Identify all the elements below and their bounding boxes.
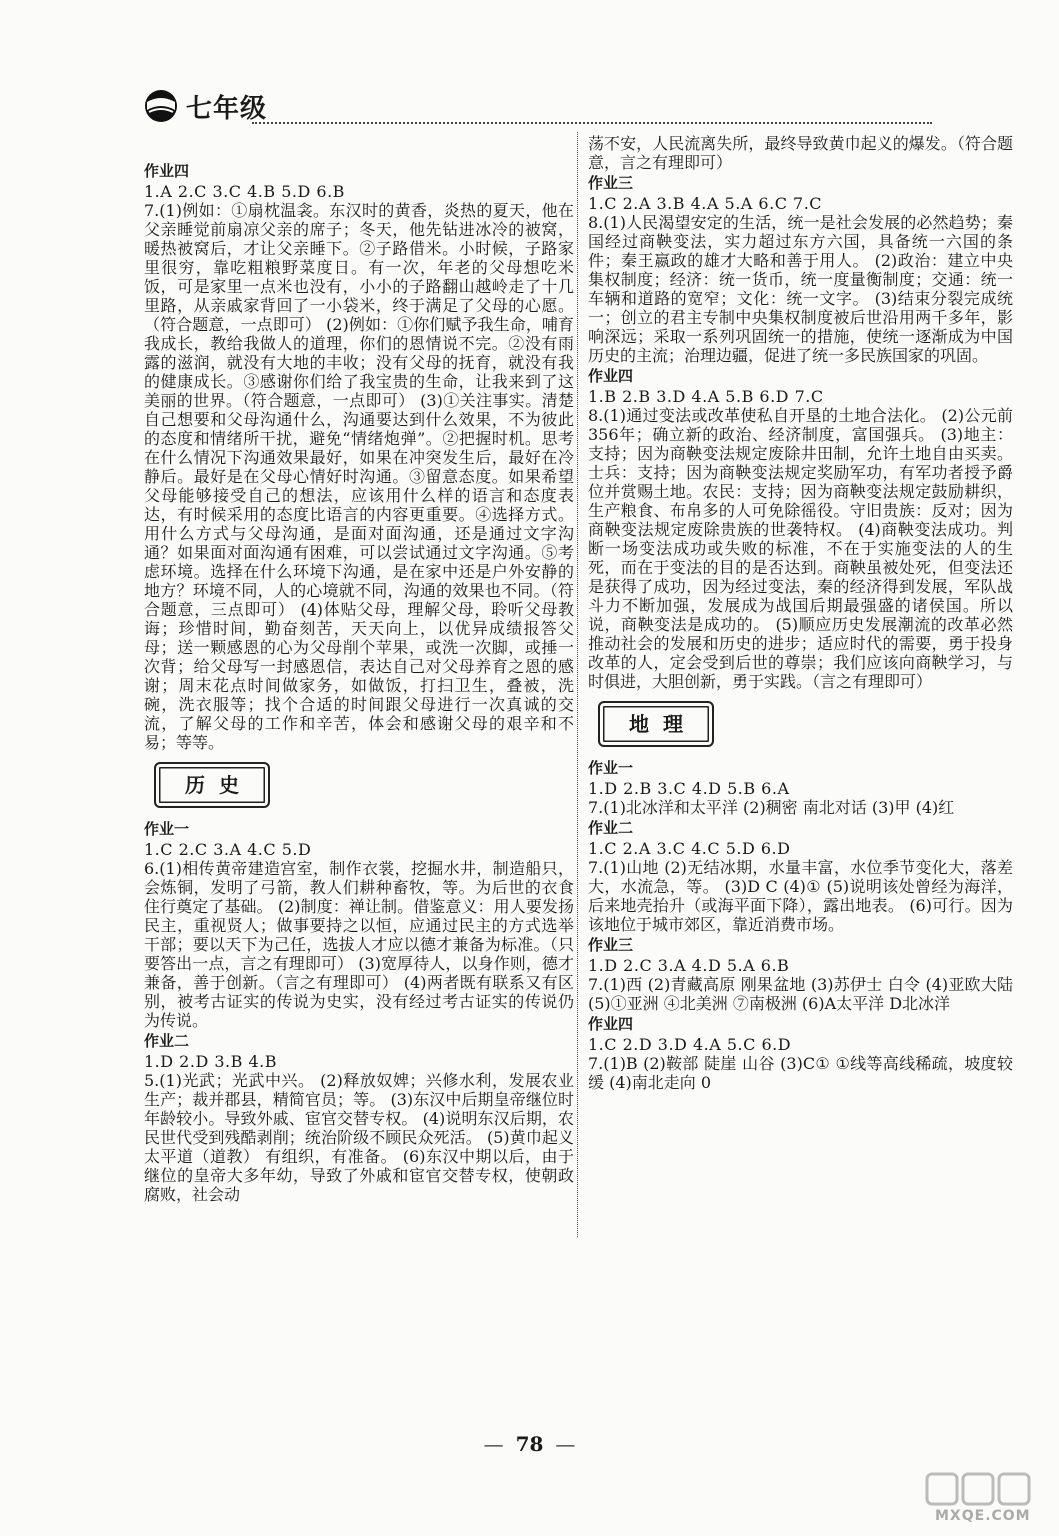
history-homework-2-title: 作业二 <box>144 1032 190 1050</box>
homework-4-title: 作业四 <box>144 162 190 180</box>
page-dash-right: — <box>555 1432 576 1456</box>
page-number-value: 78 <box>515 1432 544 1456</box>
homework-4-answer: 7.(1)例如：①扇枕温衾。东汉时的黄香，炎热的夏天，他在父亲睡觉前扇凉父亲的席子；冬天，他先钻进冰冷的被窝，暖热被窝后，才让父亲睡下。②子路借米。小时候，子路家里很穷，靠吃粗粮野菜度日。有一次，年老的父母想吃米饭，可是家里一点米也没有，小小的子路翻山越岭走了十几里路，从亲戚家背回了一小袋米，终于满足了父母的心愿。（符合题意，一点即可） (2)例如：①你们赋予我生命，哺育我成长，教给我做人的道理，你们的恩情说不完。②没有雨露的滋润，就没有大地的丰收；没有父母的抚育，就没有我的健康成长。③感谢你们给了我宝贵的生命，让我来到了这美丽的世界。（符合题意，一点即可） (3)①关注事实。清楚自己想要和父母沟通什么，沟通要达到什么效果，不为彼此的态度和情绪所干扰，避免“情绪炮弹”。②把握时机。思考在什么情况下沟通效果最好，如果在冲突发生后，最好在冷静后。最好是在父母心情好时沟通。③留意态度。如果希望父母能够接受自己的想法，应该用什么样的语言和态度表达，有时候采用的态度比语言的内容更重要。④选择方式。用什么方式与父母沟通，是面对面沟通，还是通过文字沟通？如果面对面沟通有困难，可以尝试通过文字沟通。⑤考虑环境。选择在什么环境下沟通，是在家中还是户外安静的地方？环境不同，人的心境就不同，沟通的效果也不同。（符合题意，三点即可） (4)体贴父母，理解父母，聆听父母教诲；珍惜时间，勤奋刻苦，天天向上，以优异成绩报答父母；送一颗感恩的心为父母削个苹果，或洗一次脚，或捶一次背；给父母写一封感恩信，表达自己对父母养育之恩的感谢；周末花点时间做家务，如做饭，打扫卫生，叠被，洗碗，洗衣服等；找个合适的时间跟父母进行一次真诚的交流，了解父母的工作和辛苦，体会和感谢父母的艰辛和不易；等等。 <box>144 201 574 752</box>
geo-homework-1-answer: 7.(1)北冰洋和太平洋 (2)稠密 南北对话 (3)甲 (4)红 <box>588 798 955 817</box>
history-homework-3-answer: 8.(1)人民渴望安定的生活，统一是社会发展的必然趋势；秦国经过商鞅变法，实力超过东方六国，具备统一六国的条件；秦王嬴政的雄才大略和善于用人。 (2)政治：建立中央集权制度；经济：统一货币，统一度量衡制度；交通：统一车辆和道路的宽窄；文化：统一文字。 (3)结束分裂完成统一；创立的君主专制中央集权制度被后世沿用两千多年，影响深远；采取一系列巩固统一的措施，使统一逐渐成为中国历史的主流；治理边疆，促进了统一多民族国家的巩固。 <box>588 213 1013 365</box>
header-rule <box>252 122 932 124</box>
history-homework-1-choices: 1.C 2.C 3.A 4.C 5.D <box>144 840 312 859</box>
geo-homework-2-answer: 7.(1)山地 (2)无结冰期，水量丰富，水位季节变化大，落差大，水流急，等。 (3)D C (4)① (5)说明该处曾经为海洋，后来地壳抬升（或海平面下降），露出地表。 (6)可行。因为该地位于城市郊区，靠近消费市场。 <box>588 858 1013 934</box>
geo-homework-4-answer: 7.(1)B (2)鞍部 陡崖 山谷 (3)C① ①线等高线稀疏，坡度较缓 (4)南北走向 0 <box>588 1054 1013 1092</box>
history-subject-label: 历史 <box>185 772 253 797</box>
history-homework-4-answer: 8.(1)通过变法或改革使私自开垦的土地合法化。 (2)公元前356年；确立新的政治、经济制度，富国强兵。 (3)地主：支持；因为商鞅变法规定废除井田制，允许土地自由买卖。士兵：支持；因为商鞅变法规定奖励军功，有军功者授予爵位并赏赐土地。农民：支持；因为商鞅变法规定鼓励耕织，生产粮食、布帛多的人可免除徭役。守旧贵族：反对；因为商鞅变法规定废除贵族的世袭特权。 (4)商鞅变法成功。判断一场变法成功或失败的标准，不在于实施变法的人的生死，而在于变法的目的是否达到。商鞅虽被处死，但变法还是获得了成功，因为经过变法，秦的经济得到发展，军队战斗力不断加强，发展成为战国后期最强盛的诸侯国。所以说，商鞅变法是成功的。 (5)顺应历史发展潮流的改革必然推动社会的发展和历史的进步；适应时代的需要，勇于投身改革的人，定会受到后世的尊崇；我们应该向商鞅学习，与时俱进，大胆创新，勇于实践。（言之有理即可） <box>588 406 1013 691</box>
page-number <box>0 1432 1059 1456</box>
watermark-domain: MXQE.COM <box>935 1508 1031 1524</box>
history-homework-4-title: 作业四 <box>588 367 634 385</box>
geo-homework-3-title: 作业三 <box>588 936 634 954</box>
geo-homework-3-answer: 7.(1)西 (2)青藏高原 刚果盆地 (3)苏伊士 白令 (4)亚欧大陆 (5)①亚洲 ④北美洲 ⑦南极洲 (6)A太平洋 D北冰洋 <box>588 975 1013 1013</box>
grade-title: 七年级 <box>186 94 268 124</box>
history-homework-2-answer: 5.(1)光武；光武中兴。 (2)释放奴婢；兴修水利，发展农业生产；裁并郡县，精简官员；等。 (3)东汉中后期皇帝继位时年龄较小。导致外戚、宦官交替专权。 (4)说明东汉后期，农民世代受到残酷剥削；统治阶级不顾民众死活。 (5)黄巾起义 太平道（道教） 有组织，有准备。 (6)东汉中期以后，由于继位的皇帝大多年幼，导致了外戚和宦官交替专权，使朝政腐败，社会动 <box>144 1071 574 1204</box>
geography-subject-banner <box>598 701 714 747</box>
column-divider <box>577 132 578 1237</box>
history-homework-3-title: 作业三 <box>588 174 634 192</box>
geo-homework-4-title: 作业四 <box>588 1015 634 1033</box>
page-dash-left: — <box>483 1432 504 1456</box>
watermark <box>897 1470 1047 1530</box>
history-homework-4-choices: 1.B 2.B 3.D 4.A 5.B 6.D 7.C <box>588 387 824 406</box>
history-homework-1-title: 作业一 <box>144 820 190 838</box>
geography-subject-label: 地理 <box>629 711 697 736</box>
geo-homework-2-choices: 1.C 2.A 3.C 4.C 5.D 6.D <box>588 839 791 858</box>
book-logo-icon <box>140 88 182 124</box>
left-column <box>144 160 574 1204</box>
geo-homework-1-title: 作业一 <box>588 759 634 777</box>
history-homework-3-choices: 1.C 2.A 3.B 4.A 5.A 6.C 7.C <box>588 194 823 213</box>
homework-4-choices: 1.A 2.C 3.C 4.B 5.D 6.B <box>144 182 345 201</box>
history-homework-2-choices: 1.D 2.D 3.B 4.B <box>144 1052 277 1071</box>
geo-homework-3-choices: 1.D 2.C 3.A 4.D 5.A 6.B <box>588 956 790 975</box>
right-column <box>588 134 1013 1092</box>
geo-homework-4-choices: 1.C 2.D 3.D 4.A 5.C 6.D <box>588 1035 792 1054</box>
history-homework-1-answer: 6.(1)相传黄帝建造宫室，制作衣裳，挖掘水井，制造船只，会炼铜，发明了弓箭，教人们耕种畜牧，等。为后世的衣食住行奠定了基础。 (2)制度：禅让制。借鉴意义：用人要发扬民主，重视贤人；做事要持之以恒，应通过民主的方式选举干部；要以天下为己任，选拔人才应以德才兼备为标准。（只要答出一点，言之有理即可） (3)宽厚待人，以身作则，德才兼备，善于创新。（言之有理即可） (4)两者既有联系又有区别，被考古证实的传说为史实，没有经过考古证实的传说仍为传说。 <box>144 859 574 1030</box>
geo-homework-2-title: 作业二 <box>588 819 634 837</box>
page-header <box>140 84 930 134</box>
geo-homework-1-choices: 1.D 2.B 3.C 4.D 5.B 6.A <box>588 779 790 798</box>
history-subject-banner <box>154 762 270 808</box>
watermark-logo-icon <box>897 1470 1047 1510</box>
continued-answer: 荡不安，人民流离失所，最终导致黄巾起义的爆发。（符合题意，言之有理即可） <box>588 134 1013 172</box>
